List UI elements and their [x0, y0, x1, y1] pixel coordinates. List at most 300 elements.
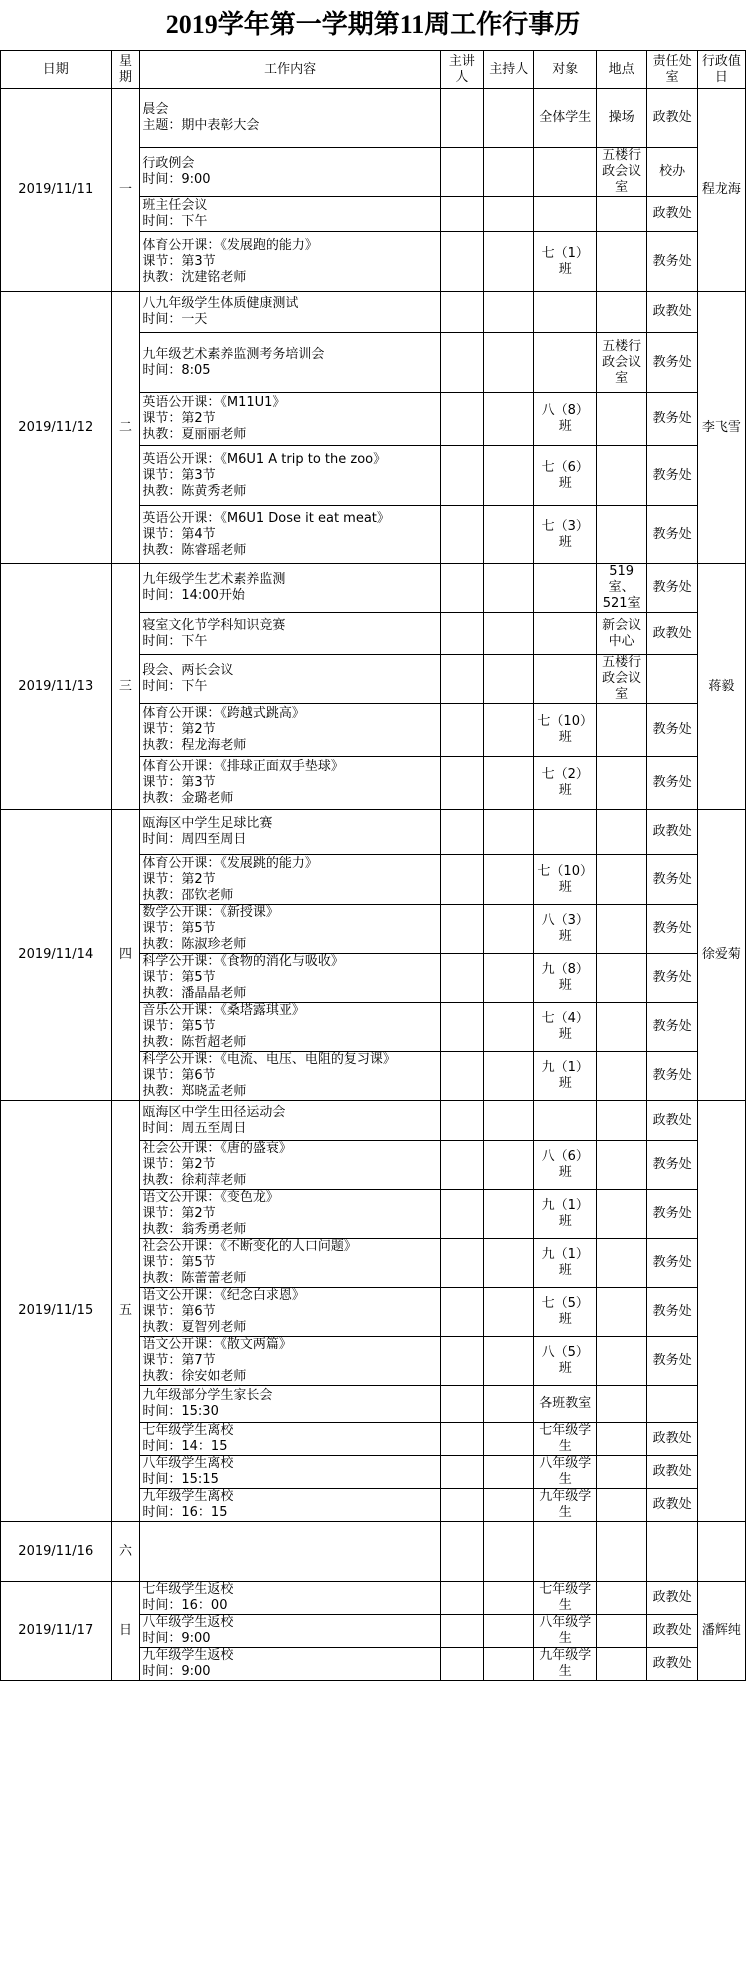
table-row	[1, 564, 746, 613]
audience-cell	[534, 148, 596, 197]
speaker-cell	[440, 446, 483, 506]
content-line: 时间：16：00	[142, 1598, 228, 1613]
content-line: 行政例会	[142, 156, 195, 171]
content-line: 七年级学生离校	[142, 1423, 234, 1438]
host-cell	[484, 1003, 534, 1052]
content-cell	[140, 1239, 440, 1288]
speaker-cell	[440, 1423, 483, 1456]
content-cell	[140, 1423, 440, 1456]
content-line: 课节：第7节	[142, 1353, 216, 1368]
dept-cell: 教务处	[647, 446, 697, 506]
speaker-cell	[440, 1489, 483, 1522]
content-line: 社会公开课：《不断变化的人口问题》	[142, 1239, 357, 1254]
content-line: 体育公开课：《发展跳的能力》	[142, 855, 318, 871]
dept-cell: 政教处	[647, 89, 697, 148]
host-cell	[484, 89, 534, 148]
content-line: 执教：程龙海老师	[142, 738, 247, 753]
place-cell	[596, 1648, 646, 1681]
speaker-cell	[440, 1003, 483, 1052]
content-line: 时间：一天	[142, 312, 208, 327]
content-line: 时间：周五至周日	[142, 1120, 247, 1136]
weekday-cell: 三	[111, 564, 140, 810]
dept-cell: 教务处	[647, 333, 697, 393]
content-line: 时间：9:00	[142, 1631, 211, 1646]
content-line: 时间：16：15	[142, 1505, 228, 1520]
header-row	[1, 51, 746, 89]
content-cell	[140, 564, 440, 613]
place-cell	[596, 232, 646, 292]
content-line: 执教：陈蕾蕾老师	[142, 1271, 247, 1286]
speaker-cell	[440, 148, 483, 197]
dept-cell: 教务处	[647, 757, 697, 810]
place-cell	[596, 1337, 646, 1386]
duty-cell: 徐爱菊	[697, 810, 745, 1101]
host-cell	[484, 810, 534, 855]
content-line: 时间：15:30	[142, 1404, 219, 1419]
content-line: 课节：第5节	[142, 921, 216, 936]
audience-cell	[534, 810, 596, 855]
place-cell: 新会议中心	[596, 613, 646, 655]
dept-cell: 政教处	[647, 1101, 697, 1141]
content-line: 时间：8:05	[142, 362, 211, 378]
audience-cell: 七（10）班	[534, 855, 596, 905]
content-line: 课节：第6节	[142, 1068, 216, 1083]
content-line: 社会公开课：《唐的盛衰》	[142, 1141, 292, 1156]
content-line: 时间：下午	[142, 679, 208, 694]
speaker-cell	[440, 333, 483, 393]
content-line: 时间：14：15	[142, 1439, 228, 1454]
date-cell: 2019/11/13	[1, 564, 112, 810]
content-line: 语文公开课：《变色龙》	[142, 1190, 279, 1205]
place-cell	[596, 1141, 646, 1190]
place-cell	[596, 954, 646, 1003]
content-line: 九年级学生艺术素养监测	[142, 572, 286, 587]
audience-cell: 九（1）班	[534, 1239, 596, 1288]
content-line: 八年级学生离校	[142, 1456, 234, 1471]
content-cell	[140, 1648, 440, 1681]
audience-cell	[534, 1522, 596, 1582]
content-cell	[140, 1101, 440, 1141]
place-cell	[596, 393, 646, 446]
audience-cell	[534, 333, 596, 393]
content-line: 执教：邵钦老师	[142, 887, 234, 903]
host-cell	[484, 1615, 534, 1648]
content-cell	[140, 1489, 440, 1522]
content-cell	[140, 446, 440, 506]
content-line: 九年级学生离校	[142, 1489, 234, 1504]
audience-cell	[534, 655, 596, 704]
weekday-cell: 四	[111, 810, 140, 1101]
content-line: 科学公开课：《食物的消化与吸收》	[142, 954, 344, 969]
content-cell	[140, 905, 440, 954]
dept-cell: 政教处	[647, 1615, 697, 1648]
host-cell	[484, 1522, 534, 1582]
content-line: 课节：第2节	[142, 1157, 216, 1172]
content-cell	[140, 292, 440, 333]
content-line: 时间：9:00	[142, 1664, 211, 1679]
place-cell	[596, 446, 646, 506]
content-line: 课节：第5节	[142, 1255, 216, 1270]
host-cell	[484, 954, 534, 1003]
dept-cell: 教务处	[647, 1337, 697, 1386]
content-line: 九年级学生返校	[142, 1648, 234, 1663]
duty-cell	[697, 1101, 745, 1522]
content-cell	[140, 810, 440, 855]
content-cell	[140, 1522, 440, 1582]
audience-cell: 八年级学生	[534, 1615, 596, 1648]
content-line: 时间：14:00开始	[142, 588, 245, 603]
dept-cell: 政教处	[647, 197, 697, 232]
content-cell	[140, 89, 440, 148]
dept-cell: 政教处	[647, 1648, 697, 1681]
audience-cell: 八（3）班	[534, 905, 596, 954]
header-content: 工作内容	[140, 51, 440, 89]
dept-cell: 教务处	[647, 393, 697, 446]
content-cell	[140, 1003, 440, 1052]
audience-cell: 九（1）班	[534, 1052, 596, 1101]
place-cell: 五楼行政会议室	[596, 148, 646, 197]
speaker-cell	[440, 905, 483, 954]
content-line: 八年级学生返校	[142, 1615, 234, 1630]
header-weekday: 星期	[111, 51, 140, 89]
place-cell	[596, 1288, 646, 1337]
audience-cell: 九年级学生	[534, 1489, 596, 1522]
host-cell	[484, 855, 534, 905]
speaker-cell	[440, 655, 483, 704]
content-line: 执教：金璐老师	[142, 791, 234, 806]
weekday-cell: 一	[111, 89, 140, 292]
speaker-cell	[440, 292, 483, 333]
place-cell	[596, 1489, 646, 1522]
speaker-cell	[440, 1101, 483, 1141]
content-line: 寝室文化节学科知识竞赛	[142, 617, 286, 633]
place-cell	[596, 1423, 646, 1456]
host-cell	[484, 232, 534, 292]
place-cell	[596, 757, 646, 810]
content-line: 晨会	[142, 102, 169, 117]
place-cell	[596, 905, 646, 954]
content-line: 九年级艺术素养监测考务培训会	[142, 346, 325, 362]
place-cell	[596, 506, 646, 564]
dept-cell: 教务处	[647, 506, 697, 564]
host-cell	[484, 197, 534, 232]
speaker-cell	[440, 1648, 483, 1681]
audience-cell: 七（4）班	[534, 1003, 596, 1052]
dept-cell: 教务处	[647, 905, 697, 954]
duty-cell: 程龙海	[697, 89, 745, 292]
weekday-cell: 六	[111, 1522, 140, 1582]
place-cell: 519室、521室	[596, 564, 646, 613]
content-line: 科学公开课：《电流、电压、电阻的复习课》	[142, 1052, 396, 1067]
duty-cell: 李飞雪	[697, 292, 745, 564]
content-line: 课节：第2节	[142, 1206, 216, 1221]
content-line: 班主任会议	[142, 198, 208, 213]
place-cell	[596, 704, 646, 757]
place-cell	[596, 855, 646, 905]
content-line: 执教：沈建铭老师	[142, 269, 247, 285]
content-cell	[140, 1337, 440, 1386]
place-cell	[596, 810, 646, 855]
header-host: 主持人	[484, 51, 534, 89]
dept-cell	[647, 1386, 697, 1423]
content-line: 主题：期中表彰大会	[142, 118, 260, 133]
content-line: 执教：陈黄秀老师	[142, 483, 247, 499]
host-cell	[484, 1386, 534, 1423]
content-line: 体育公开课：《排球正面双手垫球》	[142, 759, 344, 774]
content-line: 执教：翁秀勇老师	[142, 1222, 247, 1237]
table-row	[1, 292, 746, 333]
content-line: 数学公开课：《新授课》	[142, 905, 279, 920]
host-cell	[484, 446, 534, 506]
speaker-cell	[440, 757, 483, 810]
dept-cell: 政教处	[647, 1456, 697, 1489]
audience-cell	[534, 292, 596, 333]
host-cell	[484, 1190, 534, 1239]
audience-cell	[534, 1101, 596, 1141]
speaker-cell	[440, 1141, 483, 1190]
content-line: 执教：徐莉萍老师	[142, 1173, 247, 1188]
speaker-cell	[440, 613, 483, 655]
content-line: 执教：陈哲超老师	[142, 1035, 247, 1050]
host-cell	[484, 564, 534, 613]
content-line: 英语公开课：《M6U1 A trip to the zoo》	[142, 451, 387, 467]
content-cell	[140, 393, 440, 446]
place-cell	[596, 1101, 646, 1141]
host-cell	[484, 1423, 534, 1456]
dept-cell	[647, 1522, 697, 1582]
content-line: 时间：9:00	[142, 172, 211, 187]
schedule-table	[0, 50, 746, 1681]
content-line: 体育公开课：《发展跑的能力》	[142, 237, 318, 253]
dept-cell: 教务处	[647, 855, 697, 905]
speaker-cell	[440, 197, 483, 232]
host-cell	[484, 333, 534, 393]
header-speaker: 主讲人	[440, 51, 483, 89]
duty-cell: 潘辉纯	[697, 1582, 745, 1681]
speaker-cell	[440, 232, 483, 292]
table-row	[1, 89, 746, 148]
host-cell	[484, 1288, 534, 1337]
table-row	[1, 1101, 746, 1141]
place-cell	[596, 292, 646, 333]
content-line: 瓯海区中学生足球比赛	[142, 816, 273, 831]
content-line: 语文公开课：《散文两篇》	[142, 1337, 292, 1352]
host-cell	[484, 704, 534, 757]
weekday-cell: 二	[111, 292, 140, 564]
date-cell: 2019/11/17	[1, 1582, 112, 1681]
host-cell	[484, 1239, 534, 1288]
speaker-cell	[440, 1239, 483, 1288]
content-line: 执教：陈睿瑶老师	[142, 542, 247, 558]
header-dept: 责任处室	[647, 51, 697, 89]
speaker-cell	[440, 1337, 483, 1386]
weekday-cell: 日	[111, 1582, 140, 1681]
content-line: 课节：第2节	[142, 871, 216, 887]
content-cell	[140, 197, 440, 232]
date-cell: 2019/11/16	[1, 1522, 112, 1582]
content-line: 课节：第4节	[142, 526, 216, 542]
header-audience: 对象	[534, 51, 596, 89]
audience-cell: 八（5）班	[534, 1337, 596, 1386]
speaker-cell	[440, 704, 483, 757]
place-cell	[596, 197, 646, 232]
speaker-cell	[440, 89, 483, 148]
content-cell	[140, 1456, 440, 1489]
host-cell	[484, 905, 534, 954]
dept-cell: 教务处	[647, 1239, 697, 1288]
dept-cell: 教务处	[647, 1052, 697, 1101]
speaker-cell	[440, 1522, 483, 1582]
speaker-cell	[440, 1386, 483, 1423]
content-line: 课节：第3节	[142, 775, 216, 790]
dept-cell: 校办	[647, 148, 697, 197]
audience-cell: 九（1）班	[534, 1190, 596, 1239]
host-cell	[484, 148, 534, 197]
content-cell	[140, 1052, 440, 1101]
content-line: 课节：第2节	[142, 411, 216, 426]
host-cell	[484, 613, 534, 655]
content-cell	[140, 506, 440, 564]
content-line: 执教：郑晓孟老师	[142, 1084, 247, 1099]
speaker-cell	[440, 1288, 483, 1337]
dept-cell: 教务处	[647, 704, 697, 757]
host-cell	[484, 393, 534, 446]
header-date: 日期	[1, 51, 112, 89]
audience-cell: 七（10）班	[534, 704, 596, 757]
content-cell	[140, 1288, 440, 1337]
date-cell: 2019/11/12	[1, 292, 112, 564]
duty-cell: 蒋毅	[697, 564, 745, 810]
speaker-cell	[440, 1615, 483, 1648]
place-cell: 五楼行政会议室	[596, 655, 646, 704]
content-line: 语文公开课：《纪念白求恩》	[142, 1288, 305, 1303]
dept-cell: 教务处	[647, 232, 697, 292]
content-cell	[140, 333, 440, 393]
content-cell	[140, 855, 440, 905]
place-cell: 操场	[596, 89, 646, 148]
content-cell	[140, 704, 440, 757]
content-line: 执教：夏丽丽老师	[142, 427, 247, 442]
content-line: 时间：下午	[142, 214, 208, 229]
place-cell	[596, 1582, 646, 1615]
content-cell	[140, 1615, 440, 1648]
place-cell	[596, 1239, 646, 1288]
dept-cell: 教务处	[647, 1288, 697, 1337]
dept-cell	[647, 655, 697, 704]
dept-cell: 政教处	[647, 1489, 697, 1522]
content-line: 时间：下午	[142, 633, 208, 649]
content-cell	[140, 1190, 440, 1239]
content-line: 时间：周四至周日	[142, 832, 247, 847]
content-line: 八九年级学生体质健康测试	[142, 296, 299, 311]
content-line: 课节：第3节	[142, 253, 216, 269]
dept-cell: 政教处	[647, 613, 697, 655]
audience-cell: 七年级学生	[534, 1582, 596, 1615]
place-cell	[596, 1003, 646, 1052]
content-line: 课节：第6节	[142, 1304, 216, 1319]
audience-cell: 七（2）班	[534, 757, 596, 810]
place-cell	[596, 1052, 646, 1101]
audience-cell: 七（3）班	[534, 506, 596, 564]
content-line: 执教：陈淑珍老师	[142, 937, 247, 952]
dept-cell: 教务处	[647, 564, 697, 613]
speaker-cell	[440, 1190, 483, 1239]
dept-cell: 政教处	[647, 292, 697, 333]
host-cell	[484, 1052, 534, 1101]
host-cell	[484, 757, 534, 810]
content-line: 段会、两长会议	[142, 663, 234, 678]
host-cell	[484, 1582, 534, 1615]
speaker-cell	[440, 1456, 483, 1489]
speaker-cell	[440, 506, 483, 564]
content-line: 体育公开课：《跨越式跳高》	[142, 706, 305, 721]
weekday-cell: 五	[111, 1101, 140, 1522]
audience-cell: 七（5）班	[534, 1288, 596, 1337]
content-cell	[140, 954, 440, 1003]
speaker-cell	[440, 810, 483, 855]
place-cell	[596, 1615, 646, 1648]
content-cell	[140, 232, 440, 292]
content-line: 七年级学生返校	[142, 1582, 234, 1597]
content-line: 瓯海区中学生田径运动会	[142, 1104, 286, 1120]
duty-cell	[697, 1522, 745, 1582]
speaker-cell	[440, 564, 483, 613]
content-line: 执教：夏智列老师	[142, 1320, 247, 1335]
content-line: 执教：徐安如老师	[142, 1369, 247, 1384]
speaker-cell	[440, 954, 483, 1003]
dept-cell: 政教处	[647, 810, 697, 855]
content-line: 课节：第2节	[142, 722, 216, 737]
date-cell: 2019/11/15	[1, 1101, 112, 1522]
place-cell	[596, 1522, 646, 1582]
dept-cell: 教务处	[647, 1003, 697, 1052]
audience-cell	[534, 613, 596, 655]
header-duty: 行政值日	[697, 51, 745, 89]
host-cell	[484, 1456, 534, 1489]
audience-cell: 八（8）班	[534, 393, 596, 446]
host-cell	[484, 292, 534, 333]
speaker-cell	[440, 1582, 483, 1615]
host-cell	[484, 1489, 534, 1522]
table-row	[1, 1582, 746, 1615]
date-cell: 2019/11/14	[1, 810, 112, 1101]
place-cell	[596, 1386, 646, 1423]
content-cell	[140, 1141, 440, 1190]
host-cell	[484, 1101, 534, 1141]
audience-cell: 七年级学生	[534, 1423, 596, 1456]
dept-cell: 教务处	[647, 954, 697, 1003]
audience-cell: 七（6）班	[534, 446, 596, 506]
content-line: 英语公开课：《M11U1》	[142, 395, 286, 410]
audience-cell	[534, 564, 596, 613]
dept-cell: 教务处	[647, 1141, 697, 1190]
table-row	[1, 810, 746, 855]
speaker-cell	[440, 855, 483, 905]
host-cell	[484, 1648, 534, 1681]
speaker-cell	[440, 1052, 483, 1101]
page-title: 2019学年第一学期第11周工作行事历	[165, 10, 581, 39]
dept-cell: 政教处	[647, 1582, 697, 1615]
content-cell	[140, 148, 440, 197]
date-cell: 2019/11/11	[1, 89, 112, 292]
dept-cell: 政教处	[647, 1423, 697, 1456]
content-line: 课节：第3节	[142, 467, 216, 483]
header-place: 地点	[596, 51, 646, 89]
content-line: 时间：15:15	[142, 1472, 219, 1487]
content-line: 执教：潘晶晶老师	[142, 986, 247, 1001]
place-cell	[596, 1456, 646, 1489]
place-cell: 五楼行政会议室	[596, 333, 646, 393]
